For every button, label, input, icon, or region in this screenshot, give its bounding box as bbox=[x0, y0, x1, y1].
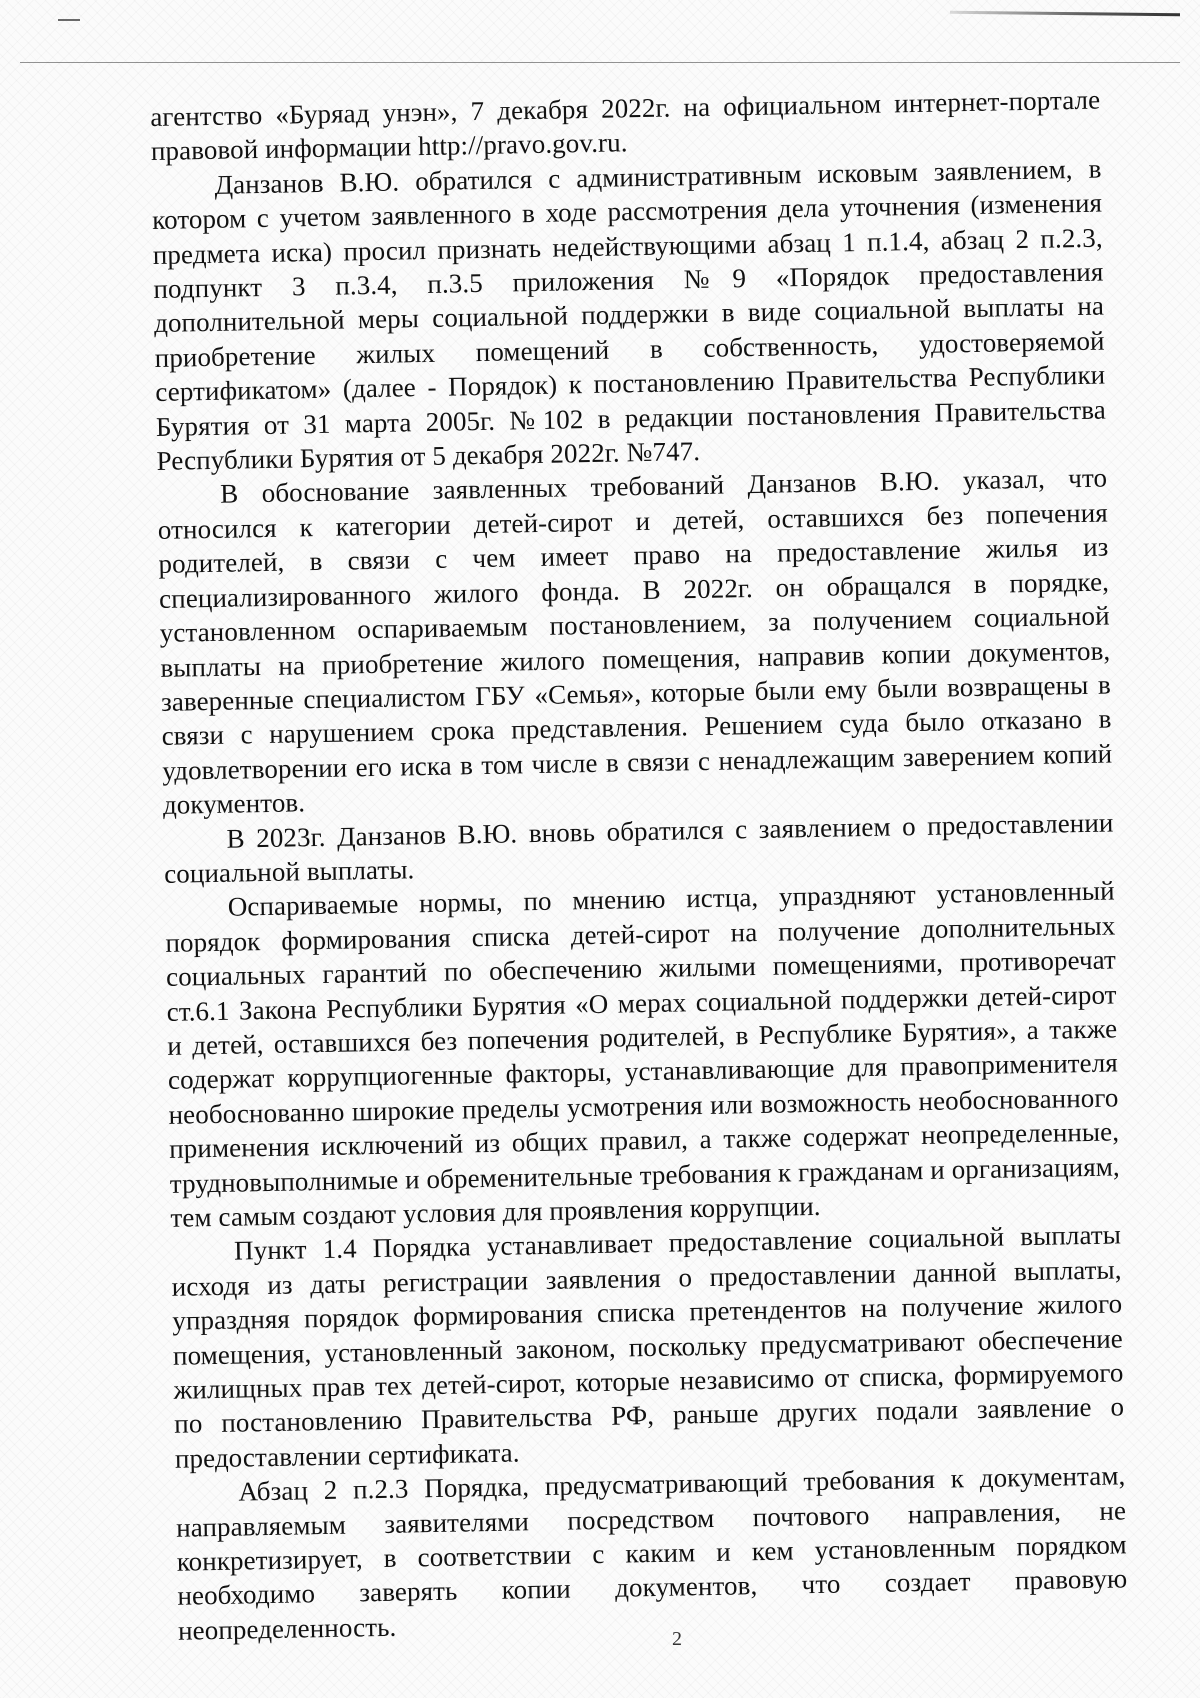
scan-artifact-edge bbox=[950, 11, 1180, 16]
paragraph-clause-1-4: Пункт 1.4 Порядка устанавливает предоставление социальной выплаты исходя из даты регистрации заявления о предоставлении данной выплаты, упраздняя порядок формирования списка претендентов на получение жилого помещения, установленный законом, поскольку предусматривают обеспечение жилищных прав тех детей-сирот, которые независимо от списка, формируемого по постановлению Правительства РФ, раньше других подали заявление о предоставлении сертификата. bbox=[171, 1219, 1125, 1474]
paragraph-continuation: агентство «Буряад унэн», 7 декабря 2022г. на официальном интернет-портале правовой информации http://pravo.gov.ru. bbox=[150, 84, 1101, 167]
scan-artifact-mark bbox=[58, 19, 80, 21]
paragraph-2023-application: В 2023г. Данзанов В.Ю. вновь обратился с заявлением о предоставлении социальной выплаты. bbox=[163, 807, 1114, 889]
paragraph-clause-2-3: Абзац 2 п.2.3 Порядка, предусматривающий требования к документам, направляемым заявителями посредством почтового направления, не конкретизирует, в соответствии с каким и кем установленным порядком необходимо заверять копии документов, что создает правовую неопределенность. bbox=[175, 1460, 1128, 1646]
page-number: 2 bbox=[672, 1628, 682, 1650]
paragraph-contested-norms: Оспариваемые нормы, по мнению истца, упраздняют установленный порядок формирования списка детей-сирот на получение дополнительных социальных гарантий по обеспечению жилыми помещениями, противоречат ст.6.1 Закона Республики Бурятия «О мерах социальной поддержки детей-сирот и детей, оставшихся без попечения родителей, в Республике Бурятия», а также содержат коррупциогенные факторы, устанавливающие для правоприменителя необоснованно широкие пределы усмотрения или возможность необоснованного применения исключений из общих правил, а также содержат неопределенные, трудновыполнимые и обременительные требования к гражданам и организациям, тем самым создают условия для проявления коррупции. bbox=[165, 875, 1120, 1233]
document-body bbox=[150, 83, 1128, 1648]
paragraph-claim: Данзанов В.Ю. обратился с административным исковым заявлением, в котором с учетом заявленного в ходе рассмотрения дела уточнения (изменения предмета иска) просил признать недействующими абзац 1 п.1.4, абзац 2 п.2.3, подпункт 3 п.3.4, п.3.5 приложения №9 «Порядок предоставления дополнительной меры социальной поддержки в виде социальной выплаты на приобретение жилых помещений в собственность, удостоверяемой сертификатом» (далее - Порядок) к постановлению Правительства Республики Бурятия от 31 марта 2005г. №102 в редакции постановления Правительства Республики Бурятия от 5 декабря 2022г. №747. bbox=[151, 153, 1107, 476]
paragraph-grounds: В обоснование заявленных требований Данзанов В.Ю. указал, что относился к категории детей-сирот и детей, оставшихся без попечения родителей, в связи с чем имеет право на предоставление жилья из специализированного жилого фонда. В 2022г. он обращался в порядке, установленном оспариваемым постановлением, за получением социальной выплаты на приобретение жилого помещения, направив копии документов, заверенные специалистом ГБУ «Семья», которые были ему были возвращены в связи с нарушением срока представления. Решением суда было отказано в удовлетворении его иска в том числе в связи с ненадлежащим заверением копий документов. bbox=[157, 462, 1113, 821]
scan-artifact-line bbox=[20, 62, 1180, 63]
